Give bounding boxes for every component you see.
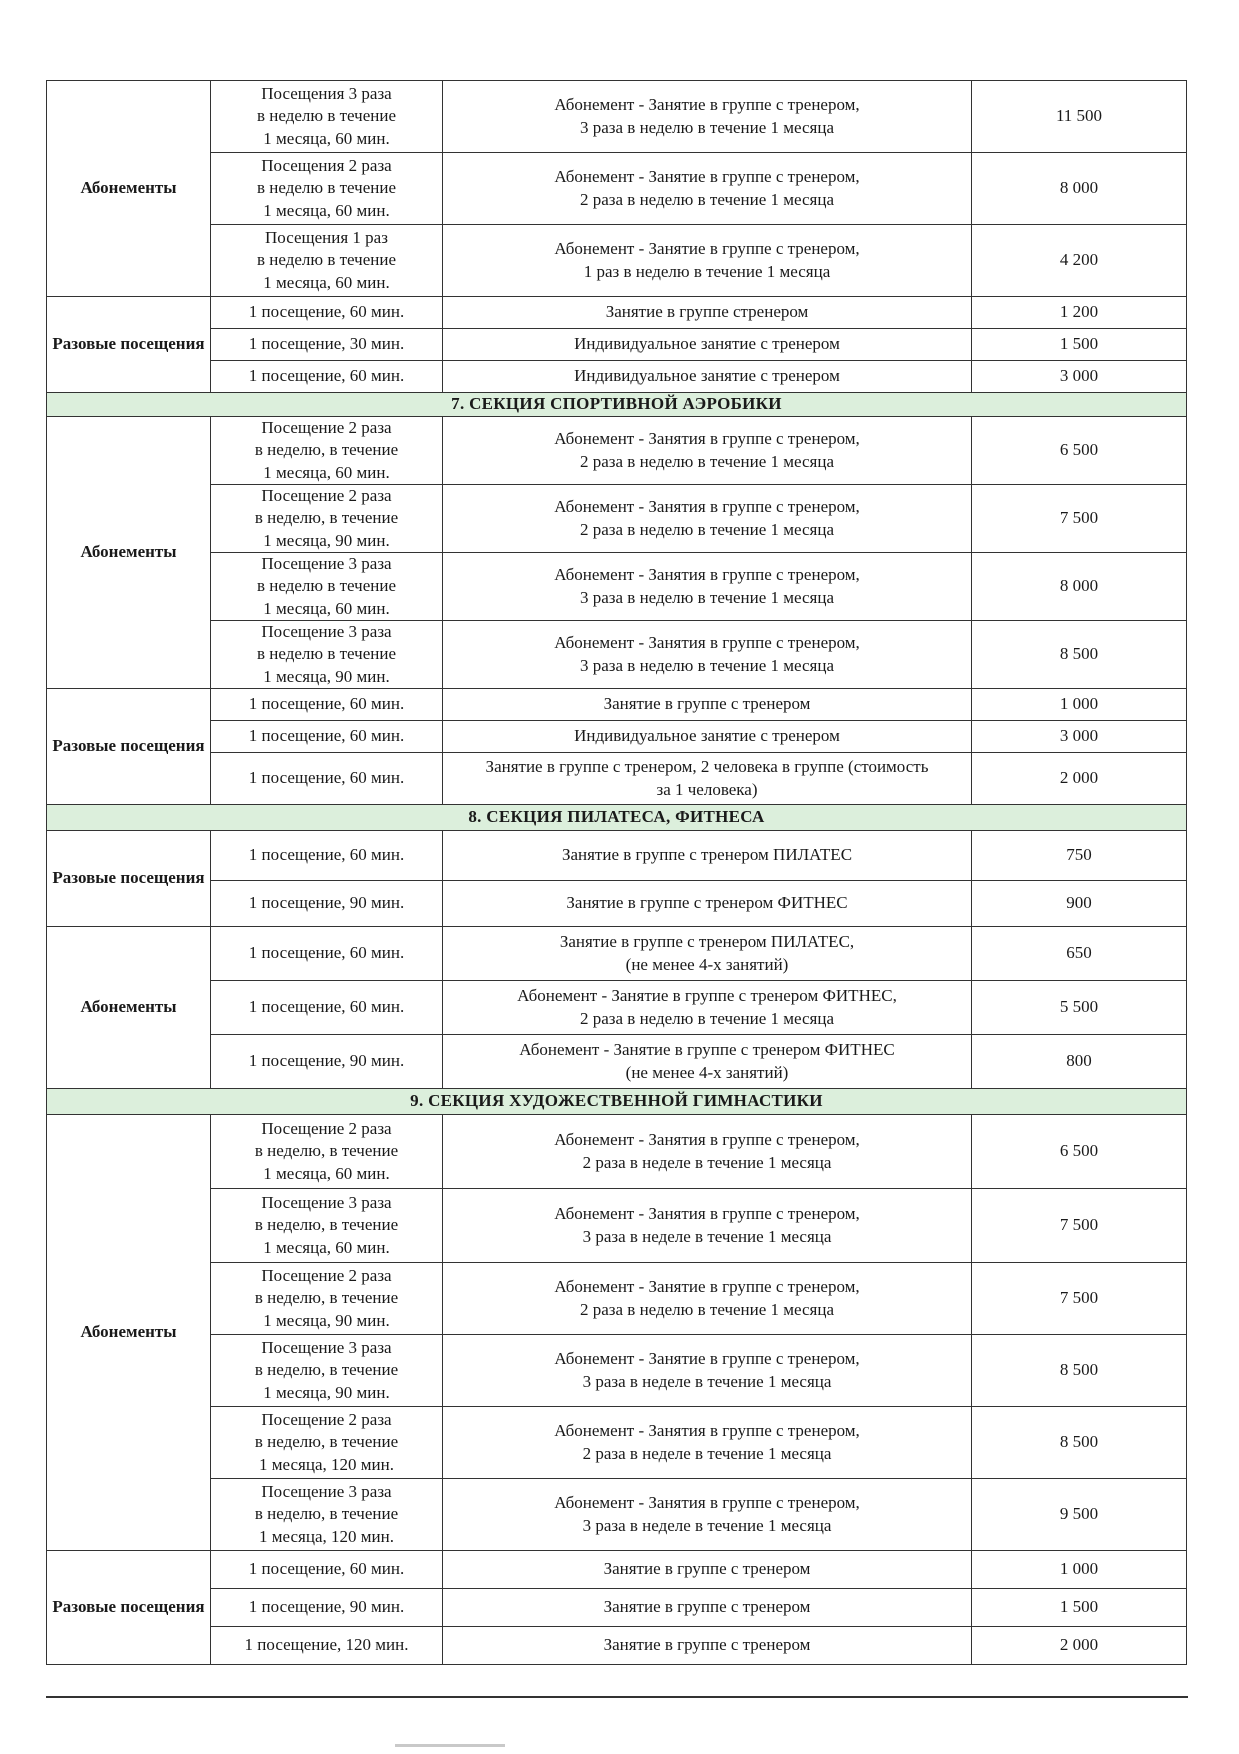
description-cell <box>443 689 972 721</box>
text-line: 1 посещение, 30 мин. <box>248 334 405 354</box>
description-cell <box>443 981 972 1035</box>
table-row <box>47 721 1187 753</box>
description-cell <box>443 1407 972 1479</box>
section-header-row <box>47 393 1187 417</box>
text-line: 1 месяца, 90 мин. <box>263 1382 390 1402</box>
price-cell: 1 000 <box>972 689 1187 721</box>
text-line: в неделю, в течение <box>254 1288 399 1308</box>
text-line: 2 раза в неделю в течение 1 месяца <box>579 1299 835 1319</box>
table-row <box>47 753 1187 805</box>
table-row <box>47 417 1187 485</box>
text-line: в неделю, в течение <box>254 1504 399 1524</box>
description-cell <box>443 485 972 553</box>
table-bottom-border <box>46 1696 1188 1698</box>
description-cell <box>443 553 972 621</box>
text-line: 1 посещение, 90 мин. <box>248 1597 405 1617</box>
price-cell: 3 000 <box>972 721 1187 753</box>
text-line: Абонемент - Занятия в группе с тренером, <box>554 565 860 585</box>
text-line: Абонемент - Занятия в группе с тренером, <box>554 633 860 653</box>
price-cell: 6 500 <box>972 1115 1187 1189</box>
text-line: Занятие в группе с тренером <box>603 1559 811 1579</box>
text-line: (не менее 4-х занятий) <box>625 1062 789 1082</box>
text-line: 1 месяца, 60 мин. <box>263 200 390 220</box>
description-cell <box>443 1263 972 1335</box>
text-line: в неделю в течение <box>257 106 396 126</box>
text-line: Посещение 2 раза <box>261 1266 392 1286</box>
text-line: в неделю в течение <box>257 250 396 270</box>
duration-cell <box>211 1335 443 1407</box>
description-cell <box>443 1551 972 1589</box>
category-cell: Разовые посещения <box>47 831 211 927</box>
scan-artifact <box>395 1744 505 1747</box>
table-row <box>47 1115 1187 1189</box>
price-cell: 7 500 <box>972 1189 1187 1263</box>
category-cell: Разовые посещения <box>47 1551 211 1665</box>
text-line: Абонемент - Занятие в группе с тренером, <box>554 167 860 187</box>
price-cell: 3 000 <box>972 361 1187 393</box>
duration-cell <box>211 721 443 753</box>
text-line: 1 посещение, 60 мин. <box>248 943 405 963</box>
duration-cell <box>211 553 443 621</box>
description-cell <box>443 721 972 753</box>
text-line: Занятие в группе с тренером, 2 человека в группе (стоимость <box>485 757 929 777</box>
duration-cell <box>211 417 443 485</box>
text-line: 1 посещение, 60 мин. <box>248 694 405 714</box>
duration-cell <box>211 153 443 225</box>
table-row <box>47 1551 1187 1589</box>
text-line: 2 раза в неделю в течение 1 месяца <box>579 519 835 539</box>
price-cell: 5 500 <box>972 981 1187 1035</box>
text-line: Абонемент - Занятие в группе с тренером, <box>554 1277 860 1297</box>
text-line: 3 раза в неделе в течение 1 месяца <box>582 1226 832 1246</box>
text-line: Абонемент - Занятие в группе с тренером ФИТНЕС, <box>517 986 897 1006</box>
text-line: 1 месяца, 120 мин. <box>259 1454 394 1474</box>
table-row <box>47 1335 1187 1407</box>
price-cell: 4 200 <box>972 225 1187 297</box>
text-line: в неделю в течение <box>257 576 396 596</box>
text-line: 1 месяца, 60 мин. <box>263 598 390 618</box>
description-cell <box>443 153 972 225</box>
text-line: в неделю, в течение <box>254 508 399 528</box>
price-cell: 1 000 <box>972 1551 1187 1589</box>
text-line: в неделю в течение <box>257 644 396 664</box>
text-line: 2 раза в неделе в течение 1 месяца <box>582 1443 832 1463</box>
description-cell <box>443 621 972 689</box>
category-cell: Разовые посещения <box>47 689 211 805</box>
description-cell <box>443 1189 972 1263</box>
text-line: Посещение 2 раза <box>261 486 392 506</box>
table-row <box>47 1035 1187 1089</box>
text-line: Посещения 1 раз <box>265 228 388 248</box>
text-line: в неделю в течение <box>257 178 396 198</box>
text-line: 2 раза в неделю в течение 1 месяца <box>579 451 835 471</box>
text-line: Абонемент - Занятие в группе с тренером, <box>554 1349 860 1369</box>
table-row <box>47 81 1187 153</box>
duration-cell <box>211 1263 443 1335</box>
table-row <box>47 553 1187 621</box>
text-line: Абонемент - Занятия в группе с тренером, <box>554 1130 860 1150</box>
text-line: 1 посещение, 90 мин. <box>248 893 405 913</box>
text-line: 2 раза в неделю в течение 1 месяца <box>579 1008 835 1028</box>
description-cell <box>443 1627 972 1665</box>
text-line: 3 раза в неделе в течение 1 месяца <box>582 1515 832 1535</box>
category-cell: Абонементы <box>47 417 211 689</box>
price-cell: 6 500 <box>972 417 1187 485</box>
text-line: 1 месяца, 60 мин. <box>263 1163 390 1183</box>
description-cell <box>443 753 972 805</box>
text-line: Занятие в группе с тренером ФИТНЕС <box>566 893 848 913</box>
price-cell: 8 500 <box>972 1407 1187 1479</box>
description-cell <box>443 81 972 153</box>
duration-cell <box>211 225 443 297</box>
section-header-row <box>47 805 1187 831</box>
text-line: Абонемент - Занятия в группе с тренером, <box>554 1204 860 1224</box>
text-line: Занятие в группе с тренером ПИЛАТЕС, <box>559 932 855 952</box>
category-cell: Абонементы <box>47 927 211 1089</box>
text-line: в неделю, в течение <box>254 1141 399 1161</box>
text-line: Занятие в группе с тренером <box>603 1597 811 1617</box>
text-line: 1 месяца, 120 мин. <box>259 1526 394 1546</box>
table-row <box>47 1189 1187 1263</box>
description-cell <box>443 1335 972 1407</box>
duration-cell <box>211 1189 443 1263</box>
text-line: 1 посещение, 60 мин. <box>248 366 405 386</box>
text-line: Абонемент - Занятие в группе с тренером, <box>554 239 860 259</box>
text-line: Посещение 3 раза <box>261 1338 392 1358</box>
text-line: Посещение 2 раза <box>261 1119 392 1139</box>
description-cell <box>443 831 972 881</box>
table-row <box>47 1627 1187 1665</box>
duration-cell <box>211 1551 443 1589</box>
duration-cell <box>211 753 443 805</box>
text-line: Посещение 3 раза <box>261 554 392 574</box>
table-row <box>47 927 1187 981</box>
description-cell <box>443 1589 972 1627</box>
table-row <box>47 361 1187 393</box>
price-cell: 750 <box>972 831 1187 881</box>
text-line: Посещение 3 раза <box>261 622 392 642</box>
price-cell: 2 000 <box>972 1627 1187 1665</box>
category-cell: Разовые посещения <box>47 297 211 393</box>
text-line: Абонемент - Занятие в группе с тренером, <box>554 95 860 115</box>
text-line: 1 раз в неделю в течение 1 месяца <box>583 261 831 281</box>
text-line: Индивидуальное занятие с тренером <box>574 366 840 386</box>
text-line: Занятие в группе стренером <box>605 302 809 322</box>
price-cell: 900 <box>972 881 1187 927</box>
description-cell <box>443 881 972 927</box>
text-line: 1 посещение, 90 мин. <box>248 1051 405 1071</box>
text-line: Посещение 2 раза <box>261 1410 392 1430</box>
text-line: Посещение 2 раза <box>261 418 392 438</box>
text-line: 1 месяца, 60 мин. <box>263 272 390 292</box>
text-line: 1 посещение, 120 мин. <box>244 1635 409 1655</box>
description-cell <box>443 1035 972 1089</box>
duration-cell <box>211 1589 443 1627</box>
table-row <box>47 689 1187 721</box>
text-line: в неделю, в течение <box>254 1360 399 1380</box>
text-line: 1 посещение, 60 мин. <box>248 726 405 746</box>
duration-cell <box>211 485 443 553</box>
table-row <box>47 621 1187 689</box>
text-line: Посещение 3 раза <box>261 1193 392 1213</box>
price-cell: 7 500 <box>972 485 1187 553</box>
text-line: 3 раза в неделю в течение 1 месяца <box>579 587 835 607</box>
price-cell: 650 <box>972 927 1187 981</box>
text-line: 2 раза в неделе в течение 1 месяца <box>582 1152 832 1172</box>
price-cell: 1 200 <box>972 297 1187 329</box>
duration-cell <box>211 831 443 881</box>
text-line: 1 месяца, 60 мин. <box>263 462 390 482</box>
text-line: 1 посещение, 60 мин. <box>248 768 405 788</box>
section-title: 9. СЕКЦИЯ ХУДОЖЕСТВЕННОЙ ГИМНАСТИКИ <box>47 1089 1187 1115</box>
table-row <box>47 153 1187 225</box>
text-line: в неделю, в течение <box>254 1432 399 1452</box>
text-line: 1 месяца, 90 мин. <box>263 666 390 686</box>
text-line: 1 посещение, 60 мин. <box>248 302 405 322</box>
price-cell: 1 500 <box>972 329 1187 361</box>
text-line: 1 посещение, 60 мин. <box>248 1559 405 1579</box>
description-cell <box>443 417 972 485</box>
description-cell <box>443 225 972 297</box>
category-cell: Абонементы <box>47 1115 211 1551</box>
price-cell: 8 000 <box>972 553 1187 621</box>
description-cell <box>443 329 972 361</box>
description-cell <box>443 927 972 981</box>
duration-cell <box>211 329 443 361</box>
price-cell: 11 500 <box>972 81 1187 153</box>
table-row <box>47 1407 1187 1479</box>
price-cell: 7 500 <box>972 1263 1187 1335</box>
text-line: Индивидуальное занятие с тренером <box>574 334 840 354</box>
price-cell: 8 500 <box>972 621 1187 689</box>
text-line: Абонемент - Занятия в группе с тренером, <box>554 497 860 517</box>
text-line: Занятие в группе с тренером ПИЛАТЕС <box>561 845 853 865</box>
text-line: Абонемент - Занятие в группе с тренером ФИТНЕС <box>519 1040 895 1060</box>
duration-cell <box>211 297 443 329</box>
duration-cell <box>211 1479 443 1551</box>
duration-cell <box>211 81 443 153</box>
text-line: Посещения 2 раза <box>261 156 392 176</box>
description-cell <box>443 1479 972 1551</box>
table-row <box>47 485 1187 553</box>
price-table-body <box>47 81 1187 1665</box>
description-cell <box>443 1115 972 1189</box>
text-line: 1 месяца, 60 мин. <box>263 1237 390 1257</box>
duration-cell <box>211 981 443 1035</box>
text-line: Абонемент - Занятия в группе с тренером, <box>554 429 860 449</box>
price-cell: 8 500 <box>972 1335 1187 1407</box>
category-cell: Абонементы <box>47 81 211 297</box>
text-line: Индивидуальное занятие с тренером <box>574 726 840 746</box>
duration-cell <box>211 689 443 721</box>
text-line: за 1 человека) <box>656 779 758 799</box>
text-line: 1 посещение, 60 мин. <box>248 997 405 1017</box>
text-line: 2 раза в неделю в течение 1 месяца <box>579 189 835 209</box>
section-header-row <box>47 1089 1187 1115</box>
price-cell: 800 <box>972 1035 1187 1089</box>
text-line: 1 месяца, 90 мин. <box>263 530 390 550</box>
table-row <box>47 881 1187 927</box>
text-line: 1 месяца, 60 мин. <box>263 128 390 148</box>
text-line: 3 раза в неделю в течение 1 месяца <box>579 655 835 675</box>
text-line: Занятие в группе с тренером <box>603 1635 811 1655</box>
duration-cell <box>211 1035 443 1089</box>
price-table <box>46 80 1187 1665</box>
table-row <box>47 1479 1187 1551</box>
duration-cell <box>211 361 443 393</box>
duration-cell <box>211 927 443 981</box>
text-line: 3 раза в неделе в течение 1 месяца <box>582 1371 832 1391</box>
text-line: 1 месяца, 90 мин. <box>263 1310 390 1330</box>
text-line: Посещения 3 раза <box>261 84 392 104</box>
price-cell: 1 500 <box>972 1589 1187 1627</box>
section-title: 8. СЕКЦИЯ ПИЛАТЕСА, ФИТНЕСА <box>47 805 1187 831</box>
duration-cell <box>211 1407 443 1479</box>
text-line: Посещение 3 раза <box>261 1482 392 1502</box>
text-line: в неделю, в течение <box>254 440 399 460</box>
duration-cell <box>211 1115 443 1189</box>
table-row <box>47 1589 1187 1627</box>
description-cell <box>443 297 972 329</box>
duration-cell <box>211 621 443 689</box>
price-cell: 9 500 <box>972 1479 1187 1551</box>
text-line: 3 раза в неделю в течение 1 месяца <box>579 117 835 137</box>
table-row <box>47 1263 1187 1335</box>
price-cell: 8 000 <box>972 153 1187 225</box>
text-line: (не менее 4-х занятий) <box>625 954 789 974</box>
table-row <box>47 981 1187 1035</box>
text-line: в неделю, в течение <box>254 1215 399 1235</box>
price-cell: 2 000 <box>972 753 1187 805</box>
table-row <box>47 329 1187 361</box>
table-row <box>47 225 1187 297</box>
table-row <box>47 831 1187 881</box>
description-cell <box>443 361 972 393</box>
duration-cell <box>211 881 443 927</box>
text-line: Абонемент - Занятия в группе с тренером, <box>554 1493 860 1513</box>
duration-cell <box>211 1627 443 1665</box>
text-line: 1 посещение, 60 мин. <box>248 845 405 865</box>
section-title: 7. СЕКЦИЯ СПОРТИВНОЙ АЭРОБИКИ <box>47 393 1187 417</box>
text-line: Абонемент - Занятия в группе с тренером, <box>554 1421 860 1441</box>
table-row <box>47 297 1187 329</box>
text-line: Занятие в группе с тренером <box>603 694 811 714</box>
